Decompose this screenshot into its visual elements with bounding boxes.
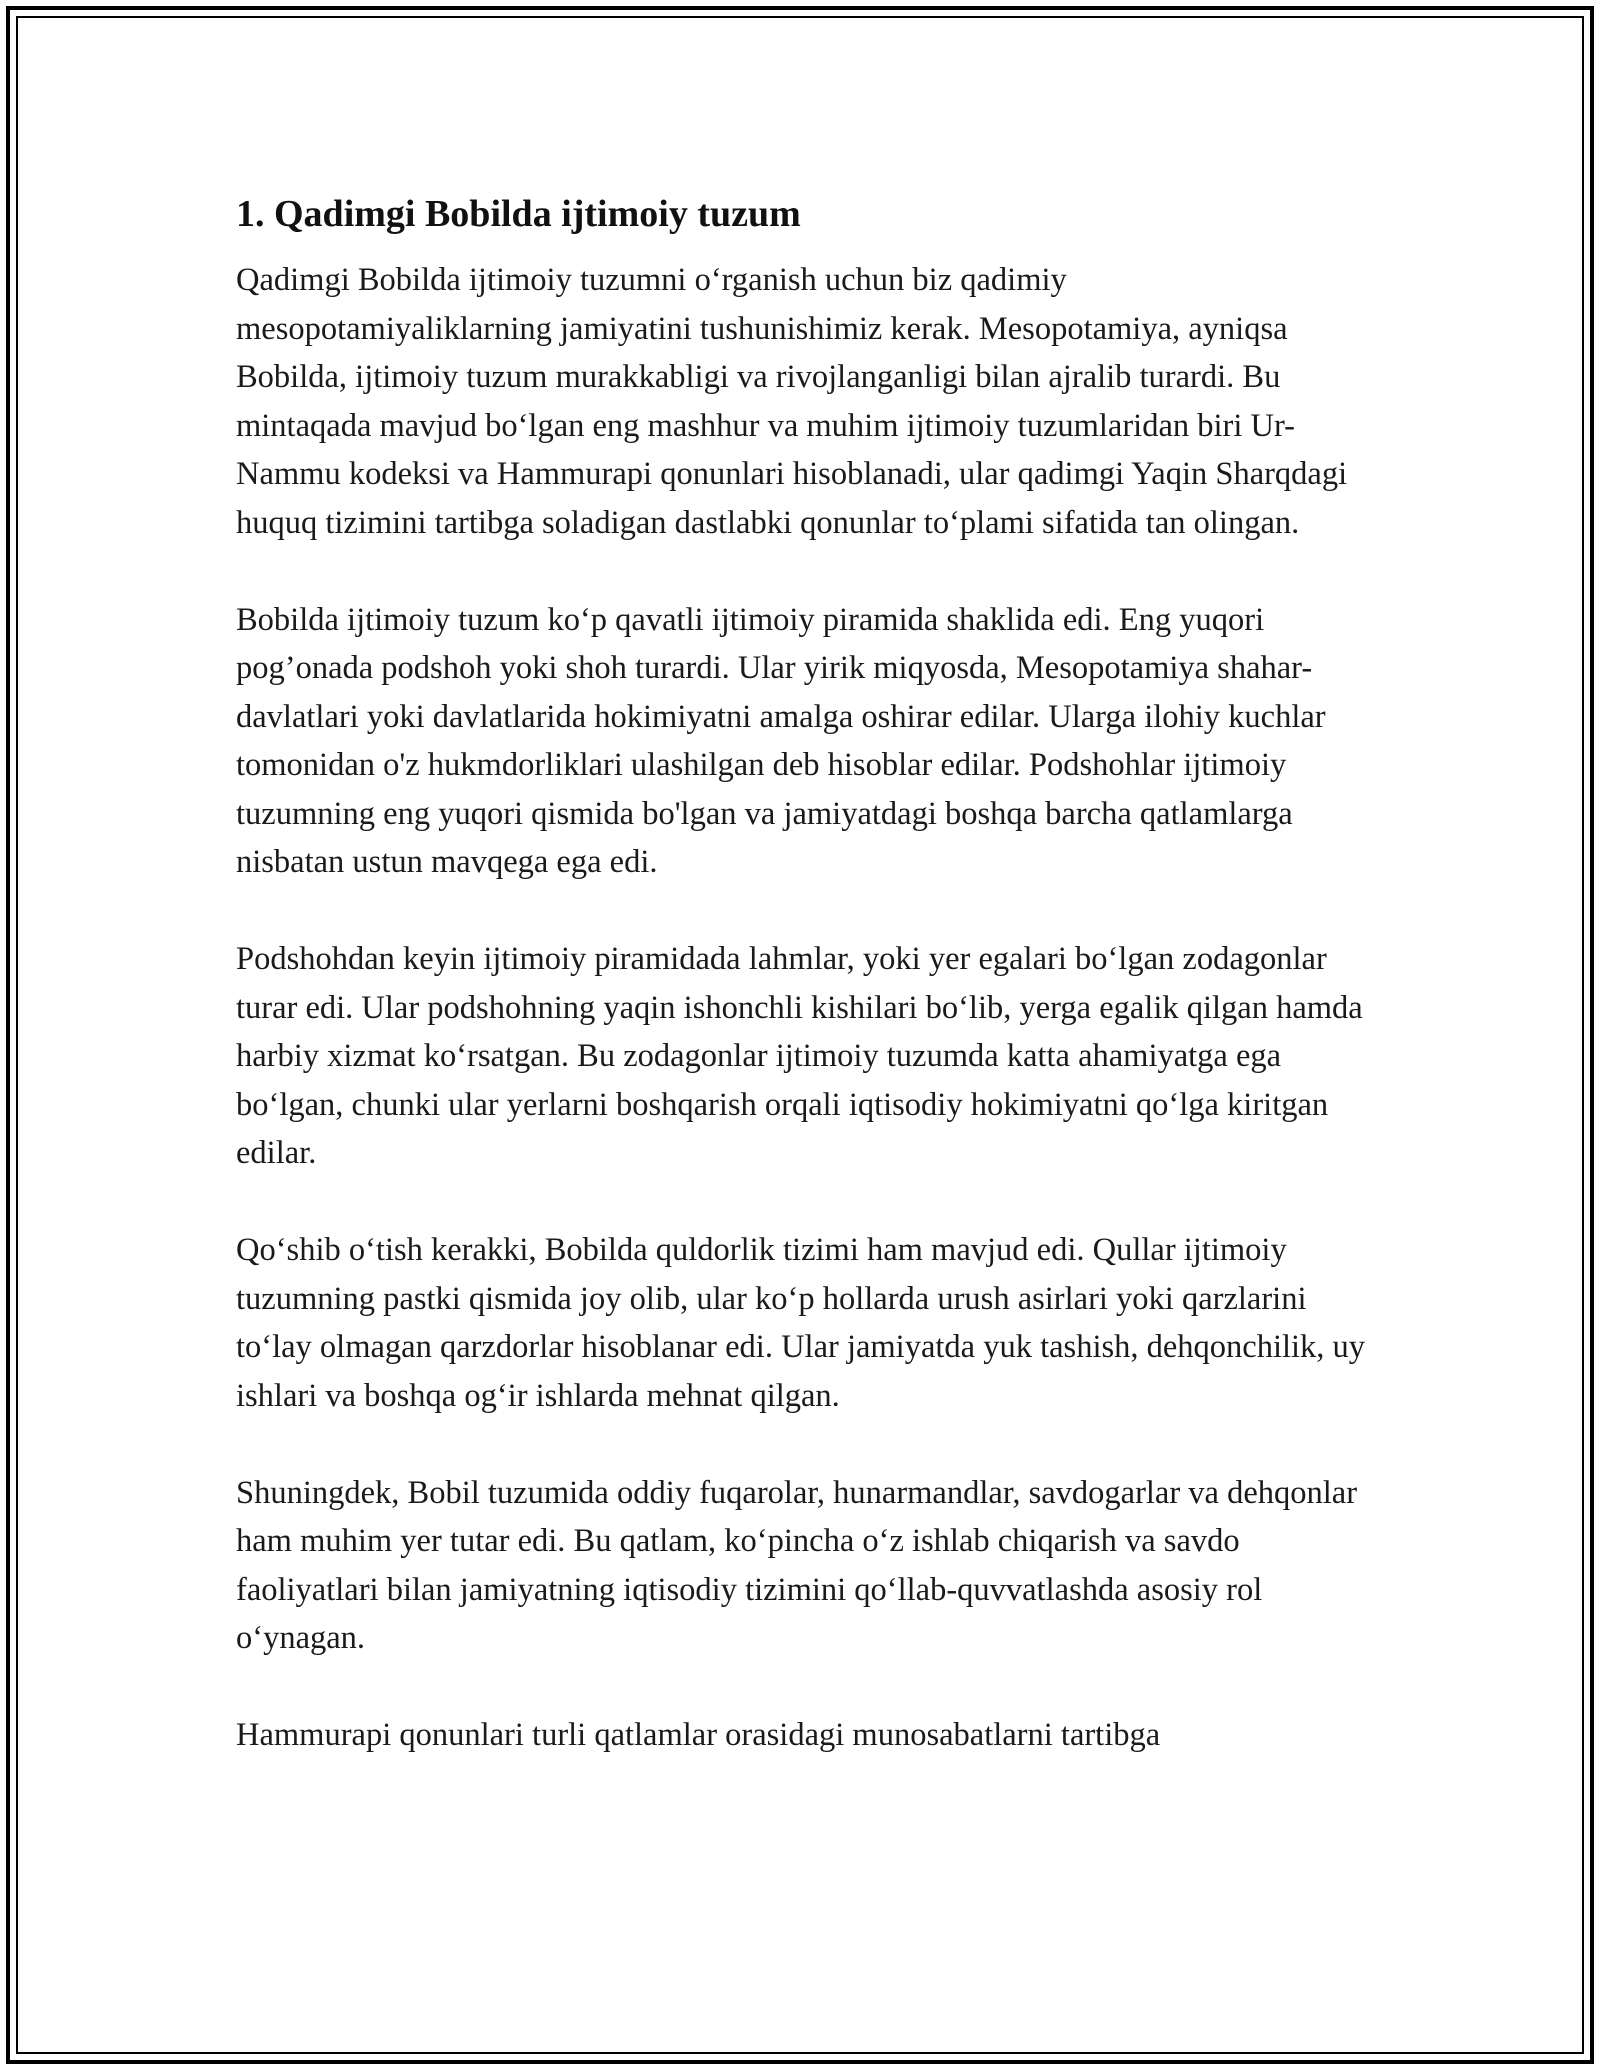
paragraph-2: Bobilda ijtimoiy tuzum ko‘p qavatli ijtimoiy piramida shaklida edi. Eng yuqori pog’onada podshoh yoki shoh turardi. Ular yirik miqyosda, Mesopotamiya shahar-davlatlari yoki davlatlarida hokimiyatni amalga oshirar edilar. Ularga ilohiy kuchlar tomonidan o'z hukmdorliklari ulashilgan deb hisoblar edilar. Podshohlar ijtimoiy tuzumning eng yuqori qismida bo'lgan va jamiyatdagi boshqa barcha qatlamlarga nisbatan ustun mavqega ega edi.: [236, 601, 1326, 880]
paragraph-5: Shuningdek, Bobil tuzumida oddiy fuqarolar, hunarmandlar, savdogarlar va dehqonlar ham muhim yer tutar edi. Bu qatlam, ko‘pincha o‘z ishlab chiqarish va savdo faoliyatlari bilan jamiyatning iqtisodiy tizimini qo‘llab-quvvatlashda asosiy rol o‘ynagan.: [236, 1474, 1358, 1656]
paragraph-6: Hammurapi qonunlari turli qatlamlar orasidagi munosabatlarni tartibga: [236, 1717, 1161, 1753]
paragraph-3: Podshohdan keyin ijtimoiy piramidada lahmlar, yoki yer egalari bo‘lgan zodagonlar turar edi. Ular podshohning yaqin ishonchli kishilari bo‘lib, yerga egalik qilgan hamda harbiy xizmat ko‘rsatgan. Bu zodagonlar ijtimoiy tuzumda katta ahamiyatga ega bo‘lgan, chunki ular yerlarni boshqarish orqali iqtisodiy hokimiyatni qo‘lga kiritgan edilar.: [236, 941, 1363, 1171]
document-body: [236, 186, 1386, 1808]
paragraph-1: Qadimgi Bobilda ijtimoiy tuzumni o‘rganish uchun biz qadimiy mesopotamiyaliklarning jamiyatini tushunishimiz kerak. Mesopotamiya, ayniqsa Bobilda, ijtimoiy tuzum murakkabligi va rivojlanganligi bilan ajralib turardi. Bu mintaqada mavjud bo‘lgan eng mashhur va muhim ijtimoiy tuzumlaridan biri Ur-Nammu kodeksi va Hammurapi qonunlari hisoblanadi, ular qadimgi Yaqin Sharqdagi huquq tizimini tartibga soladigan dastlabki qonunlar to‘plami sifatida tan olingan.: [236, 262, 1348, 541]
paragraph-4: Qo‘shib o‘tish kerakki, Bobilda quldorlik tizimi ham mavjud edi. Qullar ijtimoiy tuzumning pastki qismida joy olib, ular ko‘p hollarda urush asirlari yoki qarzlarini to‘lay olmagan qarzdorlar hisoblanar edi. Ular jamiyatda yuk tashish, dehqonchilik, uy ishlari va boshqa og‘ir ishlarda mehnat qilgan.: [236, 1232, 1366, 1414]
section-heading: 1. Qadimgi Bobilda ijtimoiy tuzum: [236, 193, 801, 235]
